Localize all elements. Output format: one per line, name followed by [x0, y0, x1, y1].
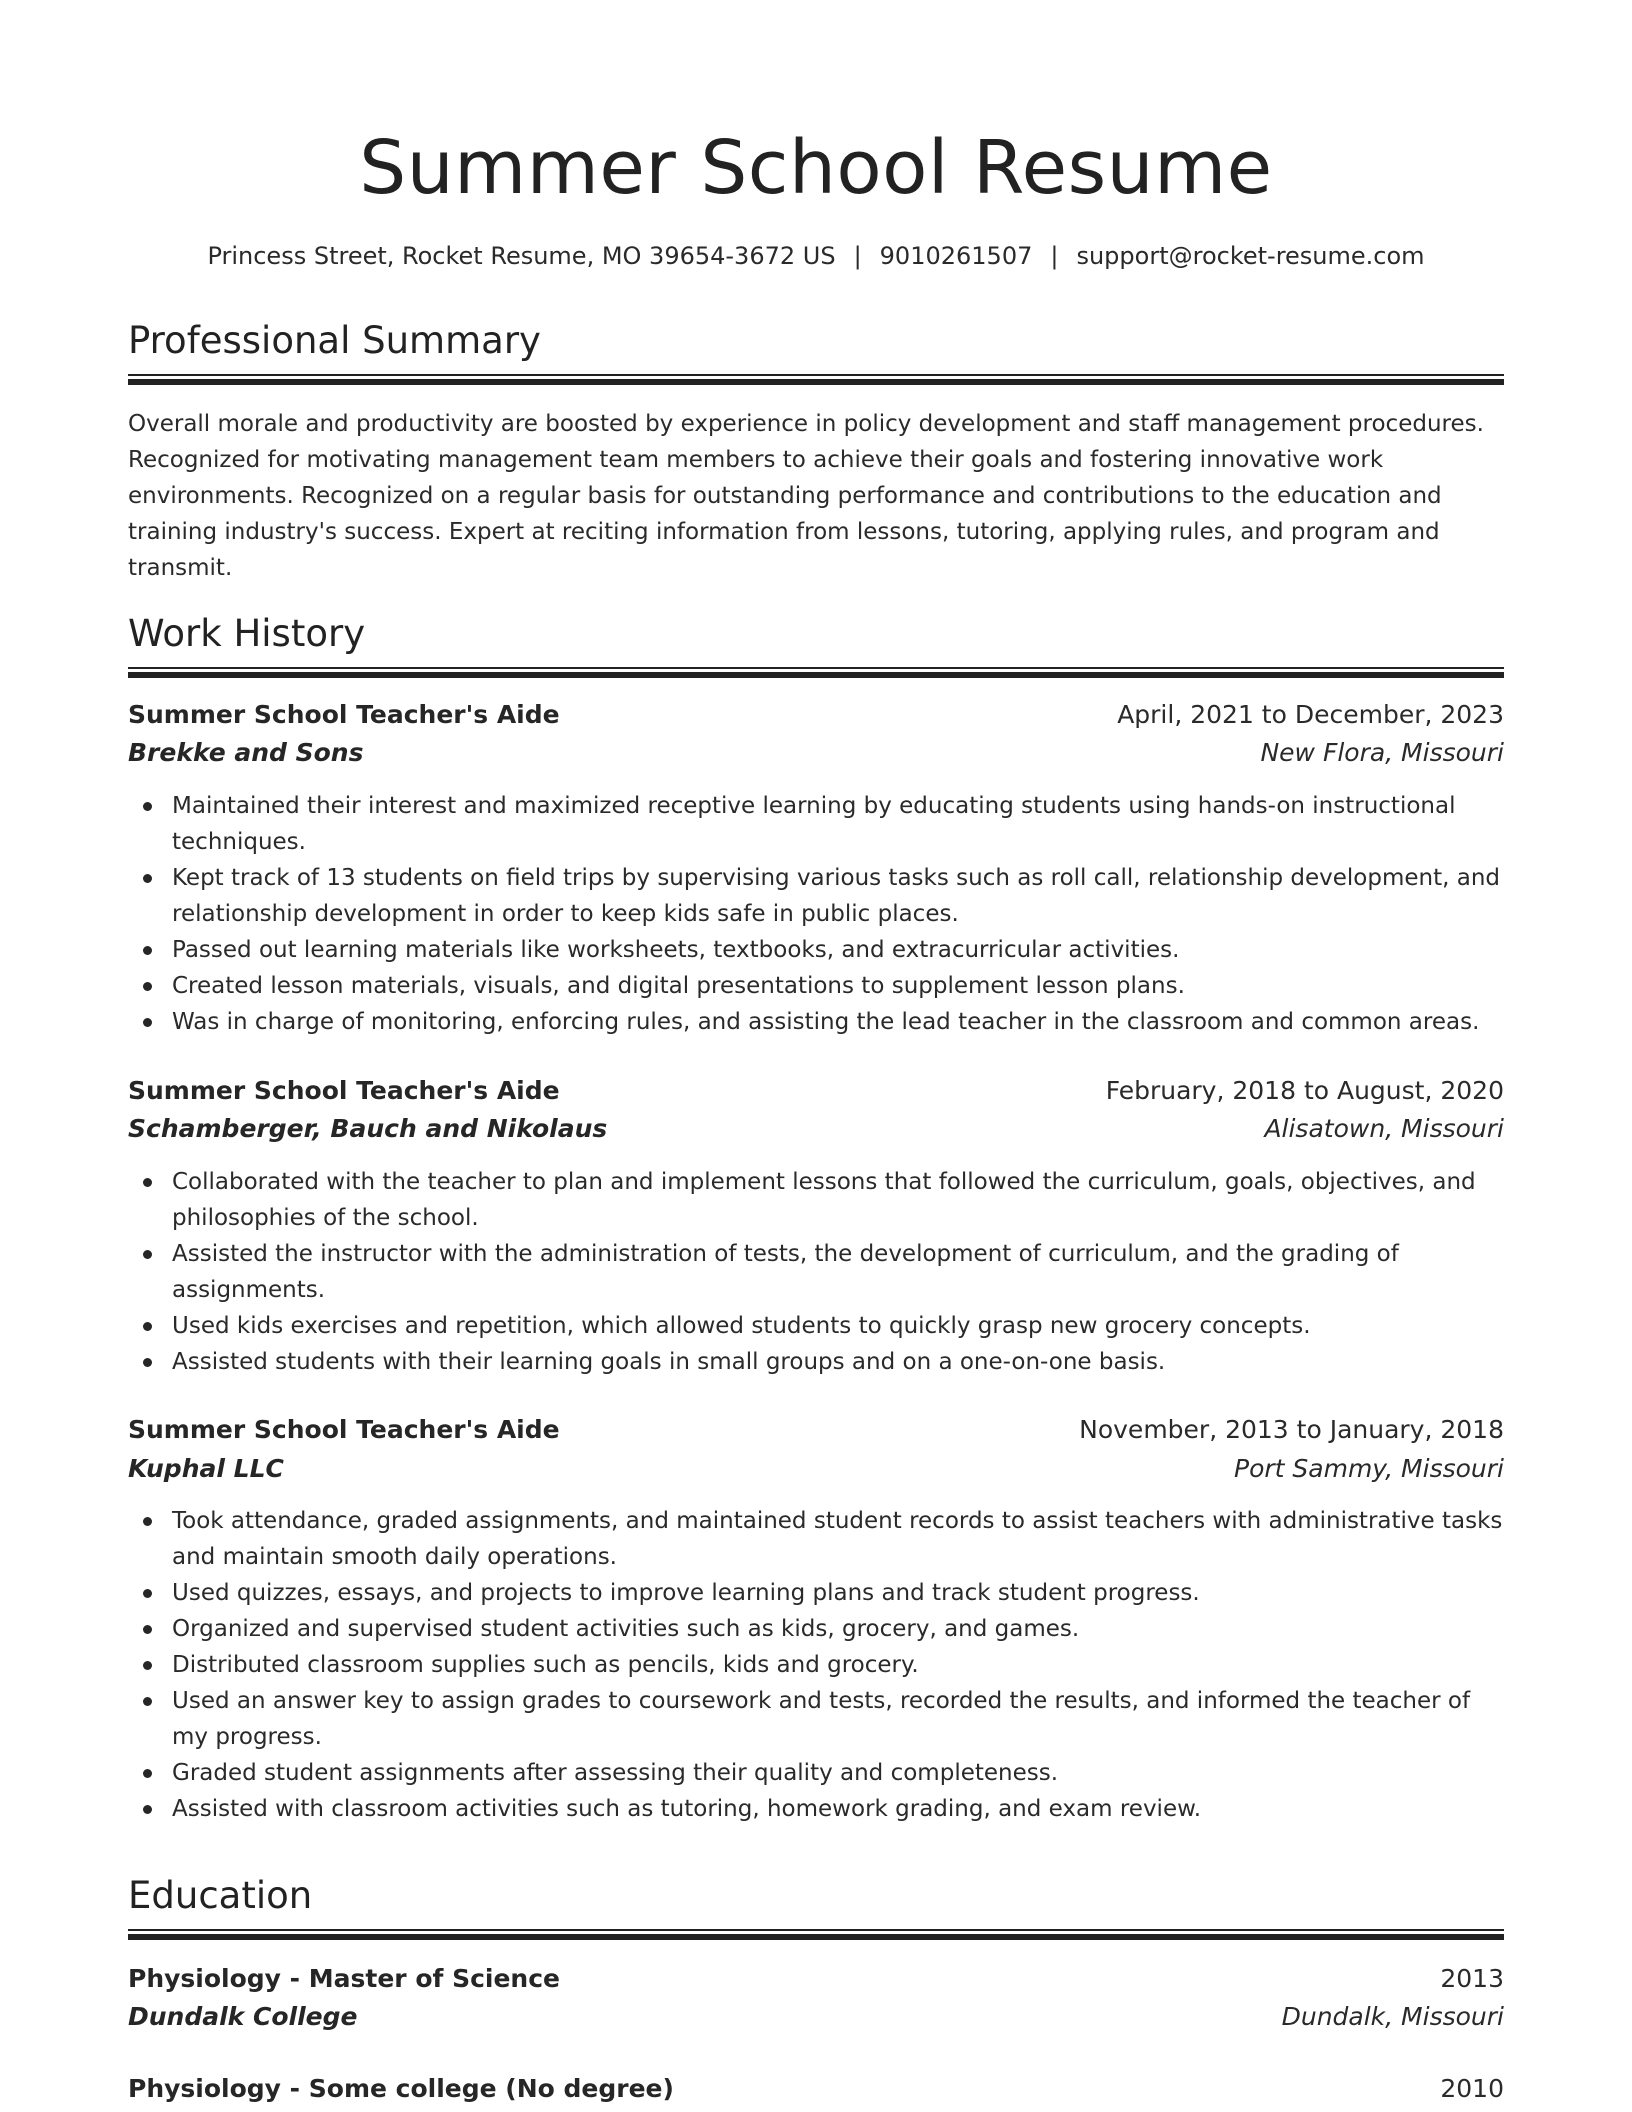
section-title-education: Education [128, 1874, 313, 1917]
resume-name: Summer School Resume [359, 125, 1273, 211]
job-bullets [128, 788, 1504, 1040]
section-divider [128, 667, 1504, 678]
job-dates: April, 2021 to December, 2023 [1117, 700, 1504, 729]
education-year: 2010 [1440, 2074, 1504, 2103]
list-item: Assisted the instructor with the administration of tests, the development of curriculum, and the grading of assignments. [172, 1236, 1504, 1308]
list-item: Kept track of 13 students on field trips by supervising various tasks such as roll call, relationship development, and relationship development in order to keep kids safe in public places. [172, 860, 1504, 932]
contact-address: Princess Street, Rocket Resume, MO 39654-3672 US [207, 242, 836, 270]
job-company: Schamberger, Bauch and Nikolaus [128, 1114, 608, 1143]
section-title-work-history: Work History [128, 612, 366, 655]
list-item: Organized and supervised student activities such as kids, grocery, and games. [172, 1611, 1504, 1647]
contact-separator: | [853, 242, 862, 270]
job-title: Summer School Teacher's Aide [128, 700, 560, 729]
job-header [128, 1411, 1504, 1449]
section-divider [128, 374, 1504, 385]
education-year: 2013 [1440, 1964, 1504, 1993]
education-location: Dundalk, Missouri [1281, 2002, 1504, 2031]
contact-line [128, 236, 1504, 276]
job-header [128, 696, 1504, 734]
list-item: Took attendance, graded assignments, and maintained student records to assist teachers with administrative tasks and maintain smooth daily operations. [172, 1503, 1504, 1575]
job-company-row [128, 1450, 1504, 1488]
list-item: Created lesson materials, visuals, and digital presentations to supplement lesson plans. [172, 968, 1504, 1004]
list-item: Used kids exercises and repetition, which allowed students to quickly grasp new grocery concepts. [172, 1308, 1504, 1344]
education-degree: Physiology - Some college (No degree) [128, 2074, 674, 2103]
job-header [128, 1072, 1504, 1110]
summary-text: Overall morale and productivity are boosted by experience in policy development and staff management procedures. Recognized for motivating management team members to achieve their goals and fostering innovative work environments. Recognized on a regular basis for outstanding performance and contributions to the education and training industry's success. Expert at reciting information from lessons, tutoring, applying rules, and program and transmit. [128, 411, 1484, 581]
education-degree: Physiology - Master of Science [128, 1964, 561, 1993]
list-item: Used quizzes, essays, and projects to improve learning plans and track student progress. [172, 1575, 1504, 1611]
job-location: Port Sammy, Missouri [1234, 1454, 1504, 1483]
list-item: Collaborated with the teacher to plan and implement lessons that followed the curriculum, goals, objectives, and philosophies of the school. [172, 1164, 1504, 1236]
job-location: New Flora, Missouri [1260, 738, 1504, 767]
job-company-row [128, 1110, 1504, 1148]
list-item: Graded student assignments after assessing their quality and completeness. [172, 1755, 1504, 1791]
contact-phone: 9010261507 [879, 242, 1033, 270]
job-company-row [128, 734, 1504, 772]
list-item: Was in charge of monitoring, enforcing rules, and assisting the lead teacher in the classroom and common areas. [172, 1004, 1504, 1040]
list-item: Used an answer key to assign grades to coursework and tests, recorded the results, and informed the teacher of my progress. [172, 1683, 1504, 1755]
job-company: Brekke and Sons [128, 738, 364, 767]
education-header [128, 1960, 1504, 1998]
job-title: Summer School Teacher's Aide [128, 1076, 560, 1105]
list-item: Passed out learning materials like worksheets, textbooks, and extracurricular activities. [172, 932, 1504, 968]
education-header [128, 2070, 1504, 2108]
list-item: Assisted with classroom activities such as tutoring, homework grading, and exam review. [172, 1791, 1504, 1827]
job-dates: February, 2018 to August, 2020 [1105, 1076, 1504, 1105]
job-dates: November, 2013 to January, 2018 [1079, 1415, 1504, 1444]
section-divider [128, 1929, 1504, 1940]
job-bullets [128, 1503, 1504, 1827]
contact-email: support@rocket-resume.com [1076, 242, 1425, 270]
list-item: Distributed classroom supplies such as pencils, kids and grocery. [172, 1647, 1504, 1683]
job-location: Alisatown, Missouri [1264, 1114, 1504, 1143]
list-item: Maintained their interest and maximized receptive learning by educating students using hands-on instructional techniques. [172, 788, 1504, 860]
job-title: Summer School Teacher's Aide [128, 1415, 560, 1444]
section-title-summary: Professional Summary [128, 319, 541, 362]
list-item: Assisted students with their learning goals in small groups and on a one-on-one basis. [172, 1344, 1504, 1380]
contact-separator: | [1050, 242, 1059, 270]
education-school: Dundalk College [128, 2002, 358, 2031]
education-school-row [128, 1998, 1504, 2036]
job-company: Kuphal LLC [128, 1454, 284, 1483]
job-bullets [128, 1164, 1504, 1380]
